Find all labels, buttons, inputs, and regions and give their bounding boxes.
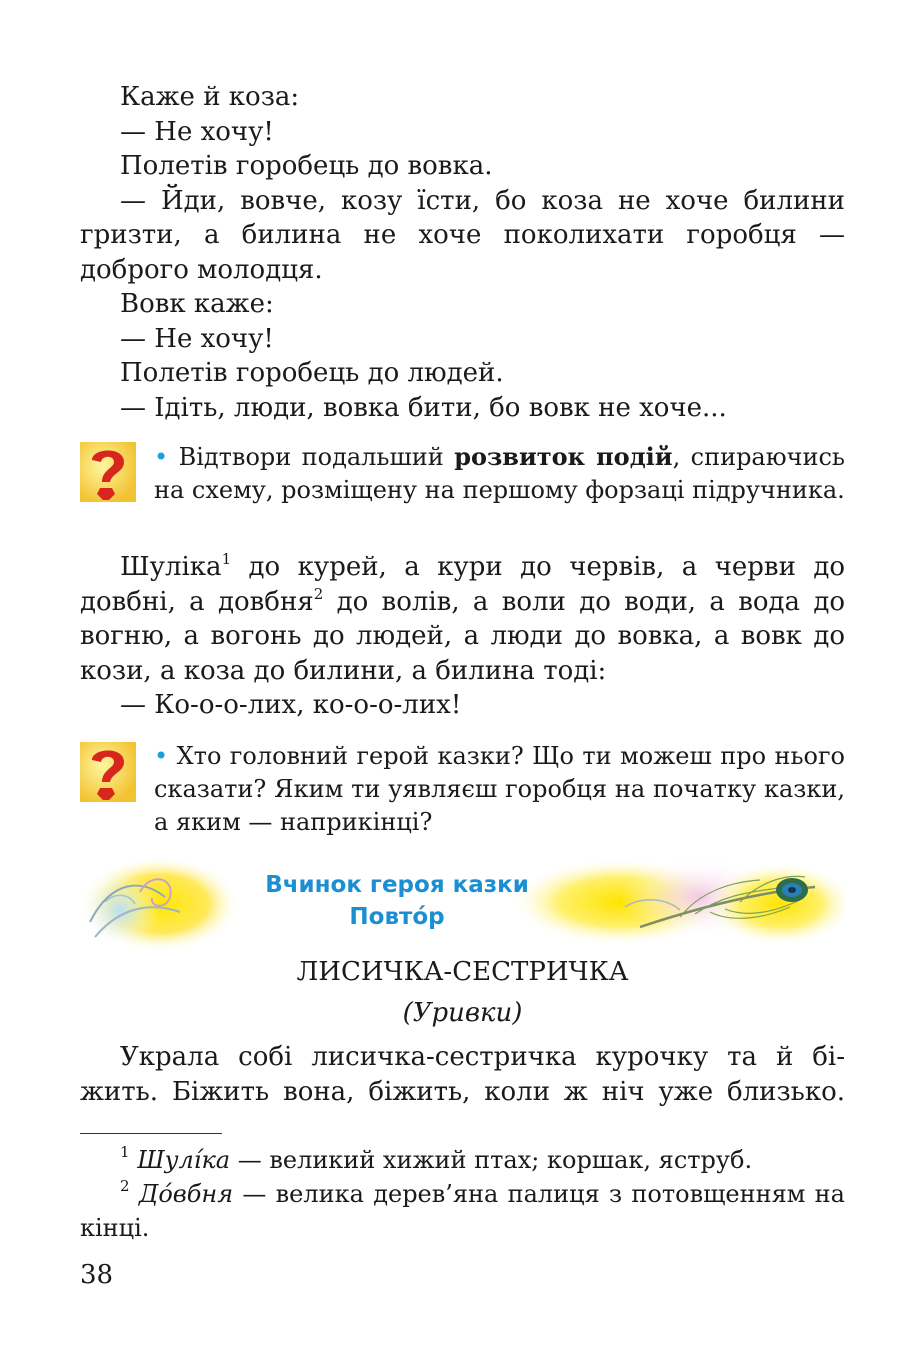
story-subtitle: (Уривки) — [402, 997, 523, 1028]
page-number: 38 — [80, 1260, 114, 1290]
footnote-ref-1: 1 — [221, 550, 232, 568]
question-block-2 — [80, 740, 845, 840]
bullet: • — [154, 443, 169, 471]
story-block — [80, 955, 845, 1109]
dialogue-top — [80, 80, 845, 425]
text-line: Полетів горобець до людей. — [120, 358, 504, 388]
story-line-2: жить. Біжить вона, біжить, коли ж ніч уже близько. — [80, 1076, 845, 1107]
banner-line-1: Вчинок героя казки — [265, 872, 529, 898]
footnote-rule — [80, 1133, 222, 1134]
question2-text: Хто головний герой казки? Що ти можеш про нього сказати? Яким ти уявляєш горобця на початку казки, а яким — наприкінці? — [154, 742, 845, 836]
text-line: — Не хочу! — [120, 323, 274, 354]
chain-block — [80, 550, 845, 723]
question-text-1 — [154, 440, 845, 507]
footnote-number: 1 — [120, 1143, 130, 1161]
footnote-number: 2 — [120, 1177, 130, 1195]
question1-before: Відтвори подальший — [178, 443, 444, 471]
text-line: — Не хочу! — [120, 116, 274, 147]
question-text-2 — [154, 740, 845, 839]
question1-bold: розвиток подій — [454, 442, 673, 471]
section-banner — [80, 852, 845, 952]
text-line: Вовк каже: — [120, 289, 274, 319]
text-line: — Йди, вовче, козу їсти, бо коза не хоче билини гризти, а билина не хоче поколихати горобця — доброго молодця. — [80, 185, 845, 285]
story-line-1: Украла собі лисичка-сестричка курочку та й бі- — [120, 1042, 845, 1072]
footnote-2 — [80, 1177, 845, 1245]
banner-line-2: Повтóр — [349, 904, 445, 930]
text-line: — Ідіть, люди, вовка бити, бо вовк не хоче... — [120, 392, 727, 423]
chain-part2: до волів, а воли до води, а вода до вогню, а вогонь до людей, а люди до вовка, а вовк до кози, а коза до билини, а билина тоді: — [80, 586, 846, 686]
chain-reply: — Ко-о-о-лих, ко-о-о-лих! — [120, 690, 462, 720]
footnote-definition: — велика дерев’яна палиця з потовщенням на кінці. — [80, 1180, 845, 1242]
footnote-term: Дóвбня — [138, 1180, 234, 1208]
question-block-1 — [80, 440, 845, 540]
story-title: ЛИСИЧКА-СЕСТРИЧКА — [296, 957, 629, 987]
footnote-term: Шулíка — [137, 1146, 231, 1174]
chain-paragraph — [80, 550, 845, 688]
footnote-1 — [80, 1143, 845, 1177]
bullet: • — [154, 742, 169, 770]
chain-word1: Шуліка — [120, 552, 222, 582]
text-line: Полетів горобець до вовка. — [120, 151, 493, 181]
question-mark-icon — [80, 742, 136, 802]
chain-part1: до курей, а кури до червів, а черви до довбні, а довбня — [80, 552, 845, 617]
question1-after: , спираючись на схему, розміщену на першому форзаці підручника. — [154, 443, 846, 504]
footnotes — [80, 1143, 845, 1245]
text-line: Каже й коза: — [120, 82, 300, 112]
footnote-ref-2: 2 — [313, 584, 324, 603]
footnote-definition: — великий хижий птах; коршак, яструб. — [230, 1146, 753, 1174]
question-mark-icon — [80, 442, 136, 502]
